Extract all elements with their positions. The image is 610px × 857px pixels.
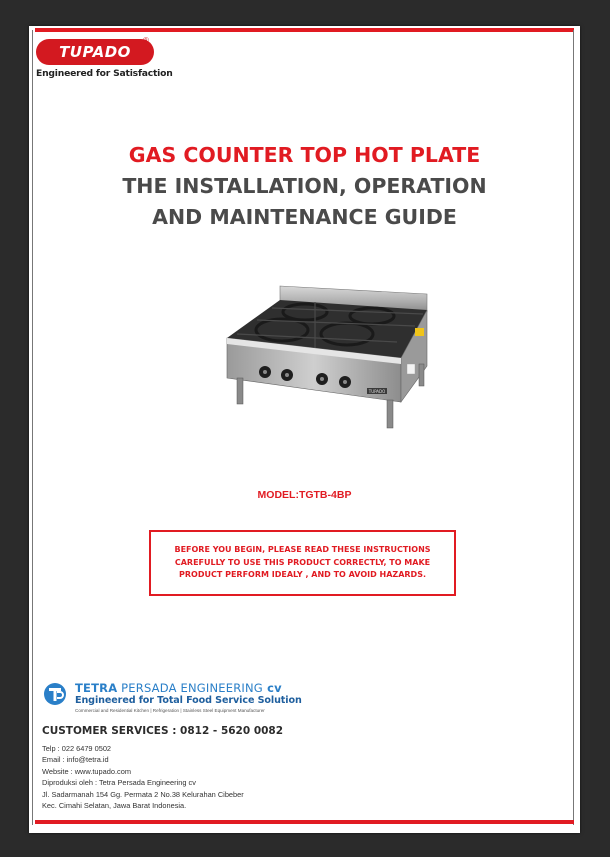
contact-producer: Diproduksi oleh : Tetra Persada Engineering cv (42, 778, 196, 788)
nameplate-label: TUPADO (368, 389, 386, 394)
manufacturer-slogan: Engineered for Total Food Service Solution (75, 695, 302, 706)
contact-info (42, 743, 244, 811)
hot-plate-product-image (187, 282, 432, 447)
contact-address-1: Jl. Sadarmanah 154 Gg. Permata 2 No.38 Kelurahan Cibeber (42, 789, 244, 799)
manufacturer-logo-block (43, 681, 323, 717)
contact-phone: Telp : 022 6479 0502 (42, 744, 112, 753)
bottom-red-rule (35, 820, 574, 824)
warning-text: BEFORE YOU BEGIN, PLEASE READ THESE INSTRUCTIONS CAREFULLY TO USE THIS PRODUCT CORRECTLY, TO MAKE PRODUCT PERFORM IDEALY , AND TO AVOID HAZARDS. (174, 545, 431, 580)
manufacturer-name (75, 681, 282, 695)
tetra-logo-icon (43, 681, 67, 708)
document-title (29, 140, 580, 233)
manufacturer-services: Commercial and Residential Kitchen | Refrigeration | Stainless Steel Equipment Manufacturer (75, 708, 265, 713)
contact-email: Email : info@tetra.id (42, 755, 109, 765)
contact-address-2: Kec. Cimahi Selatan, Jawa Barat Indonesia. (42, 801, 187, 811)
manufacturer-suffix: cv (262, 681, 282, 695)
customer-service-line: CUSTOMER SERVICES : 0812 - 5620 0082 (42, 725, 284, 737)
title-line-2: THE INSTALLATION, OPERATION (122, 174, 487, 198)
model-number: MODEL:TGTB-4BP (257, 489, 352, 501)
contact-website: Website : www.tupado.com (42, 766, 132, 776)
tupado-logo (36, 36, 154, 65)
registered-mark: ® (143, 36, 149, 45)
manufacturer-name-rest: PERSADA ENGINEERING (117, 681, 263, 695)
brand-name: TUPADO (59, 43, 131, 61)
brand-logo-block (36, 36, 173, 79)
title-line-1: GAS COUNTER TOP HOT PLATE (128, 143, 481, 167)
top-red-rule (35, 28, 574, 32)
manufacturer-name-bold: TETRA (75, 681, 118, 695)
title-line-3: AND MAINTENANCE GUIDE (152, 205, 457, 229)
document-page (29, 26, 580, 833)
brand-tagline: Engineered for Satisfaction (36, 68, 173, 79)
warning-box (149, 530, 456, 596)
